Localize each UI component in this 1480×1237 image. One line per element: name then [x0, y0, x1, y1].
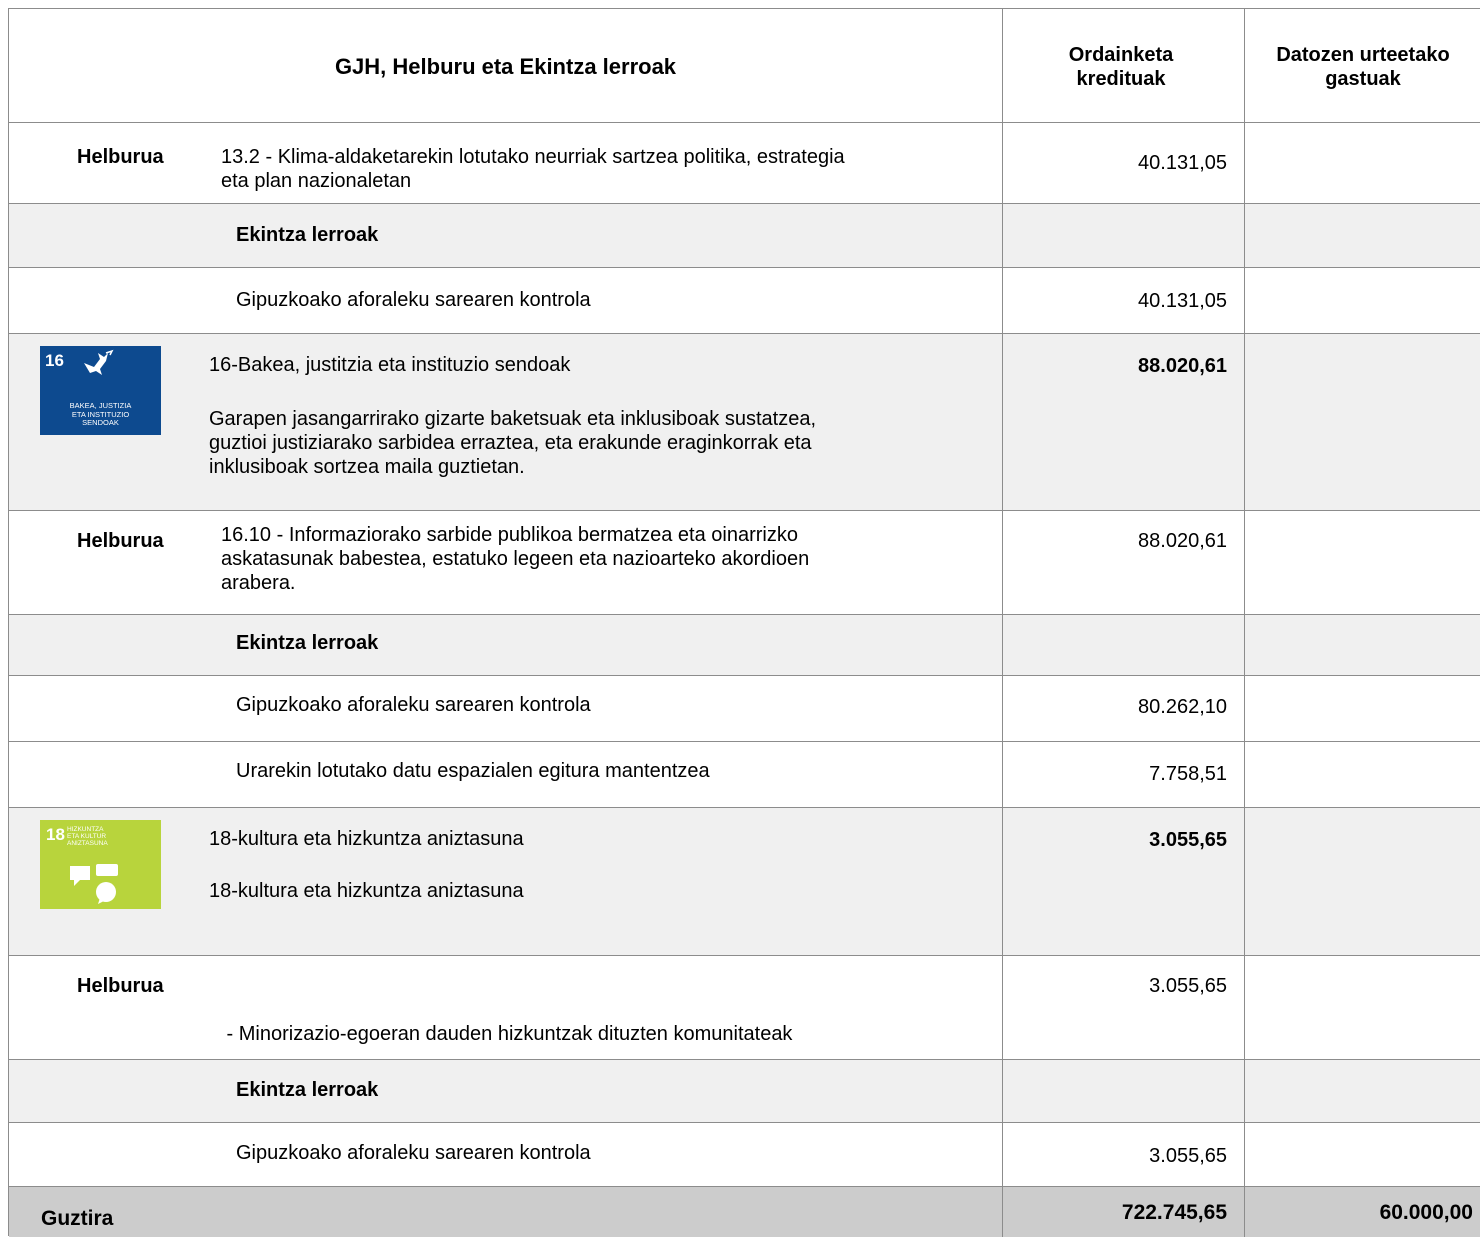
total-credits: 722.745,65 [1121, 1201, 1227, 1224]
dove-icon [80, 349, 116, 379]
table-row [9, 742, 1480, 808]
table-header [9, 9, 1480, 123]
sdg-title: 16-Bakea, justitzia eta instituzio sendoak [209, 354, 571, 376]
table-row [9, 808, 1480, 956]
section-label: Ekintza lerroak [236, 224, 379, 246]
table-row [9, 1123, 1480, 1187]
sdg-18-icon: 18 HIZKUNTZA ETA KULTUR ANIZTASUNA [40, 820, 161, 909]
row-text: 16.10 - Informaziorako sarbide publikoa bermatzea eta oinarrizko askatasunak babestea, estatuko legeen eta nazioarteko akordioen arabera. [221, 524, 810, 594]
row-label: Helburua [77, 146, 164, 168]
table-row [9, 676, 1480, 742]
row-credits: 88.020,61 [1138, 355, 1227, 377]
total-row [9, 1187, 1480, 1237]
table-row [9, 615, 1480, 676]
table-row [9, 268, 1480, 334]
header-col-credits: Ordainketa kredituak [1068, 44, 1174, 90]
total-future: 60.000,00 [1379, 1201, 1473, 1224]
section-label: Ekintza lerroak [236, 1079, 379, 1101]
row-credits: 80.262,10 [1138, 696, 1227, 718]
speech-bubbles-icon [70, 864, 130, 904]
row-text: Gipuzkoako aforaleku sarearen kontrola [236, 694, 591, 716]
row-text: - Minorizazio-egoeran dauden hizkuntzak dituzten komunitateak [221, 1023, 793, 1045]
sdg-title: 18-kultura eta hizkuntza aniztasuna [209, 828, 524, 850]
row-label: Helburua [77, 975, 164, 997]
row-credits: 3.055,65 [1149, 975, 1227, 997]
section-label: Ekintza lerroak [236, 632, 379, 654]
row-credits: 7.758,51 [1149, 763, 1227, 785]
row-text: Gipuzkoako aforaleku sarearen kontrola [236, 1142, 591, 1164]
row-credits: 3.055,65 [1149, 829, 1227, 851]
row-credits: 40.131,05 [1138, 152, 1227, 174]
table-row [9, 123, 1480, 204]
row-credits: 3.055,65 [1149, 1145, 1227, 1167]
header-col-future: Datozen urteetako gastuak [1276, 44, 1450, 90]
table-row [9, 956, 1480, 1060]
sdg-description: 18-kultura eta hizkuntza aniztasuna [209, 880, 524, 902]
table-row [9, 1060, 1480, 1123]
sdg-description: Garapen jasangarrirako gizarte baketsuak eta inklusiboak sustatzea, guztioi justiziarako sarbidea erraztea, eta erakunde eraginkorrak eta inklusiboak sortzea maila guztietan. [209, 408, 817, 478]
row-credits: 88.020,61 [1138, 530, 1227, 552]
budget-table [8, 8, 1480, 1236]
sdg-16-icon: 16 BAKEA, JUSTIZIA ETA INSTITUZIO SENDOAK [40, 346, 161, 435]
table-row [9, 511, 1480, 615]
table-row [9, 334, 1480, 511]
row-credits: 40.131,05 [1138, 290, 1227, 312]
header-title: GJH, Helburu eta Ekintza lerroak [334, 54, 677, 79]
row-text: Urarekin lotutako datu espazialen egitura mantentzea [236, 760, 710, 782]
row-text: 13.2 - Klima-aldaketarekin lotutako neurriak sartzea politika, estrategia eta plan nazionaletan [221, 146, 845, 192]
total-label: Guztira [41, 1207, 114, 1230]
table-row [9, 204, 1480, 268]
row-label: Helburua [77, 530, 164, 552]
row-text: Gipuzkoako aforaleku sarearen kontrola [236, 289, 591, 311]
